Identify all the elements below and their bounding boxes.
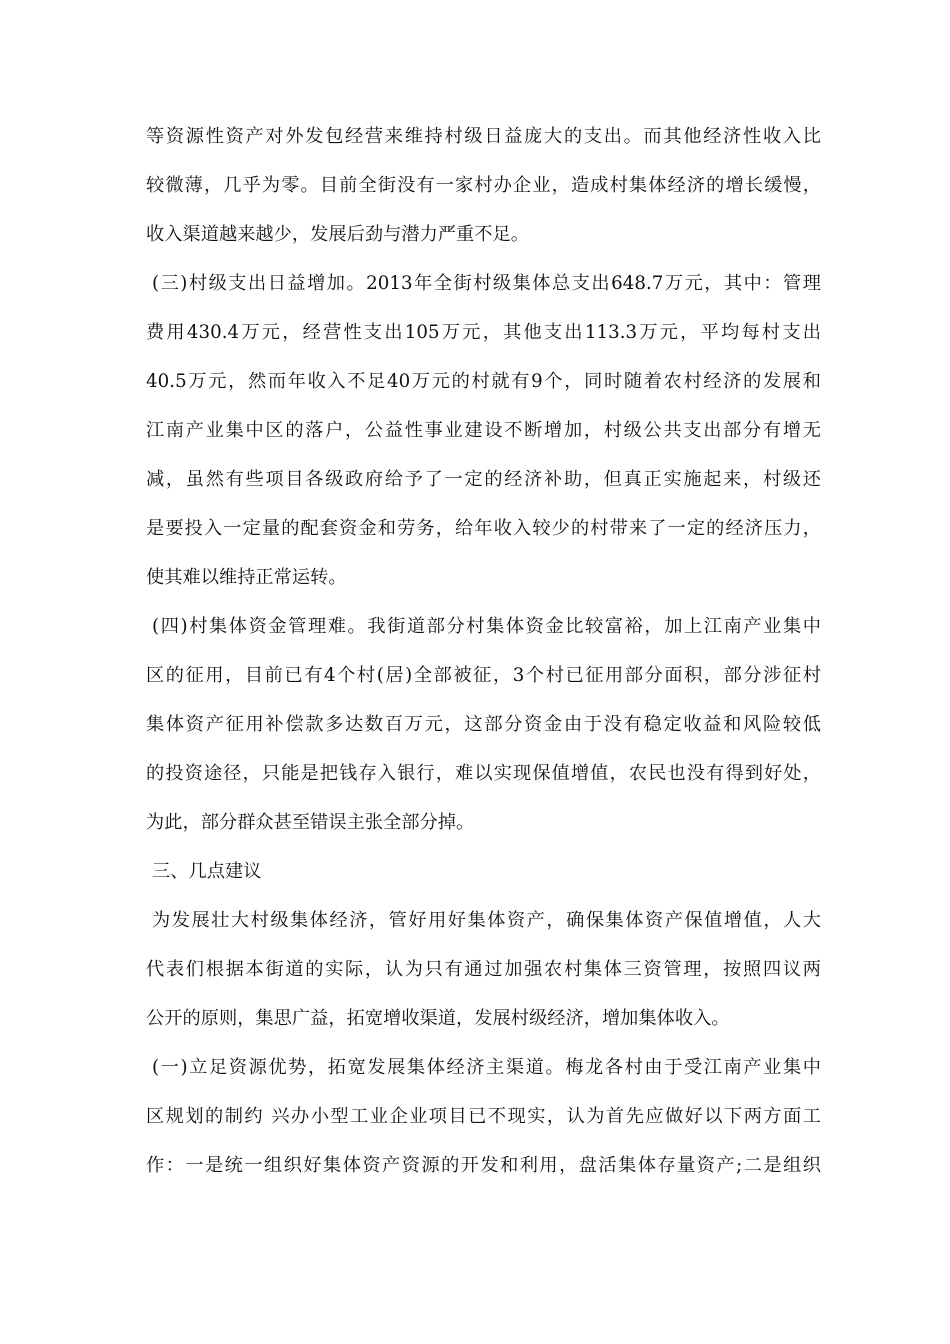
paragraph-line: 收入渠道越来越少，发展后劲与潜力严重不足。 [146,224,529,245]
paragraph-line: 40.5万元，然而年收入不足40万元的村就有9个，同时随着农村经济的发展和 [146,371,821,392]
paragraph-line: 为发展壮大村级集体经济，管好用好集体资产，确保集体资产保值增值，人大 [152,910,821,931]
paragraph-line: 为此，部分群众甚至错误主张全部分掉。 [146,812,475,833]
paragraph-line: (三)村级支出日益增加。2013年全街村级集体总支出648.7万元，其中：管理 [152,273,821,294]
paragraph-line: 是要投入一定量的配套资金和劳务，给年收入较少的村带来了一定的经济压力， [146,518,821,539]
paragraph-line: 代表们根据本街道的实际，认为只有通过加强农村集体三资管理，按照四议两 [146,959,821,980]
paragraph-line: 集体资产征用补偿款多达数百万元，这部分资金由于没有稳定收益和风险较低 [146,714,821,735]
paragraph-line: 费用430.4万元，经营性支出105万元，其他支出113.3万元，平均每村支出 [146,322,821,343]
paragraph-line: 等资源性资产对外发包经营来维持村级日益庞大的支出。而其他经济性收入比 [146,126,821,147]
paragraph-line: (四)村集体资金管理难。我街道部分村集体资金比较富裕，加上江南产业集中 [152,616,821,637]
paragraph-line: 较微薄，几乎为零。目前全街没有一家村办企业，造成村集体经济的增长缓慢， [146,175,821,196]
paragraph-line: 使其难以维持正常运转。 [146,567,347,588]
paragraph-line: 减，虽然有些项目各级政府给予了一定的经济补助，但真正实施起来，村级还 [146,469,821,490]
paragraph-line: 江南产业集中区的落户，公益性事业建设不断增加，村级公共支出部分有增无 [146,420,821,441]
paragraph-line: 区规划的制约 兴办小型工业企业项目已不现实，认为首先应做好以下两方面工 [146,1106,821,1127]
paragraph-line: 区的征用，目前已有4个村(居)全部被征，3个村已征用部分面积，部分涉征村 [146,665,821,686]
paragraph-line: (一)立足资源优势，拓宽发展集体经济主渠道。梅龙各村由于受江南产业集中 [152,1057,821,1078]
paragraph-line: 作：一是统一组织好集体资产资源的开发和利用，盘活集体存量资产;二是组织 [146,1155,821,1176]
paragraph-line: 的投资途径，只能是把钱存入银行，难以实现保值增值，农民也没有得到好处， [146,763,821,784]
section-heading: 三、几点建议 [152,861,262,882]
document-body [146,112,821,1190]
paragraph-line: 公开的原则，集思广益，拓宽增收渠道，发展村级经济，增加集体收入。 [146,1008,730,1029]
